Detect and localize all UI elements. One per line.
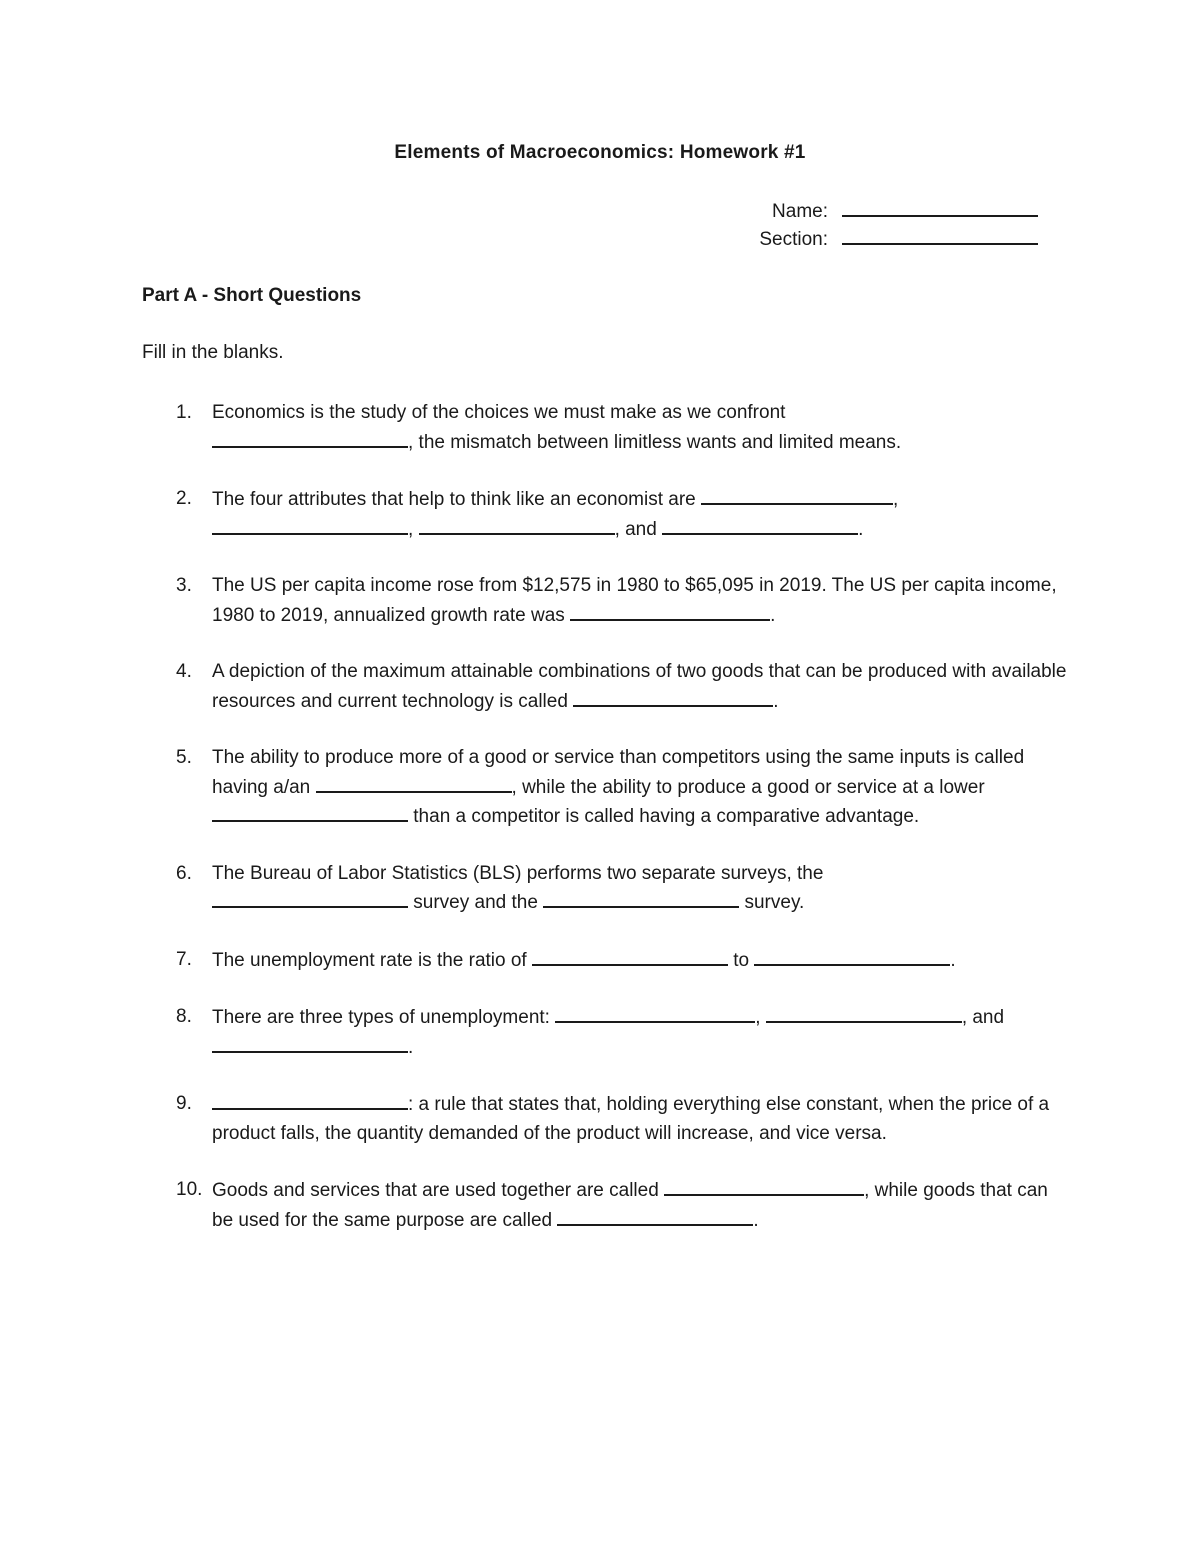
question-6: [142, 860, 1072, 918]
answer-blank[interactable]: [543, 888, 739, 908]
question-number: 8.: [176, 1006, 192, 1027]
question-number: 9.: [176, 1093, 192, 1114]
answer-blank[interactable]: [212, 1090, 408, 1110]
answer-blank[interactable]: [419, 515, 615, 535]
answer-blank[interactable]: [570, 601, 770, 621]
question-text: .: [770, 604, 776, 626]
question-number: 3.: [176, 575, 192, 596]
question-8: [142, 1003, 1072, 1062]
answer-blank[interactable]: [701, 485, 893, 505]
question-text: The Bureau of Labor Statistics (BLS) performs two separate surveys, the: [212, 862, 824, 884]
question-number: 5.: [176, 747, 192, 768]
question-text: .: [950, 949, 956, 971]
question-text: .: [753, 1209, 759, 1231]
instructions: Fill in the blanks.: [142, 342, 284, 363]
question-text: , and: [961, 1007, 1005, 1028]
name-row: [700, 199, 1038, 227]
question-list: [142, 399, 1072, 1263]
question-number: 6.: [176, 862, 192, 884]
question-text: survey and the: [413, 892, 538, 913]
question-text: ,: [755, 1007, 761, 1028]
question-text: A depiction of the maximum attainable combinations of two goods that can be produced with available resources and current technology is called: [212, 661, 1067, 712]
question-text: , while the ability to produce a good or service at a lower: [511, 776, 985, 798]
answer-blank[interactable]: [212, 888, 408, 908]
part-heading: Part A - Short Questions: [142, 285, 362, 306]
question-text: , and: [614, 518, 657, 540]
question-text: The unemployment rate is the ratio of: [212, 949, 527, 971]
name-label: Name:: [772, 201, 828, 222]
question-text: , the mismatch between limitless wants and limited means.: [408, 431, 902, 453]
answer-blank[interactable]: [212, 1033, 408, 1053]
section-blank[interactable]: [842, 227, 1038, 245]
answer-blank[interactable]: [766, 1003, 962, 1023]
question-1: [142, 399, 1072, 457]
question-text: The ability to produce more of a good or service than competitors using the same inputs is called having a/an: [212, 747, 1025, 798]
question-number: 2.: [176, 488, 192, 509]
section-label: Section:: [759, 229, 828, 250]
question-text: , while goods that can be used for the same purpose are called: [212, 1180, 1048, 1231]
name-blank[interactable]: [842, 199, 1038, 217]
answer-blank[interactable]: [212, 802, 408, 822]
question-text: .: [773, 690, 779, 712]
question-3: [142, 572, 1072, 630]
question-2: [142, 485, 1072, 544]
section-row: [700, 227, 1038, 255]
question-text: ,: [893, 489, 899, 510]
question-number: 1.: [176, 402, 192, 423]
question-7: [142, 946, 1072, 976]
student-info: [700, 199, 1038, 255]
question-text: The four attributes that help to think like an economist are: [212, 489, 696, 510]
answer-blank[interactable]: [212, 428, 408, 448]
question-text: to: [733, 949, 750, 971]
answer-blank[interactable]: [555, 1003, 755, 1023]
question-text: The US per capita income rose from $12,575 in 1980 to $65,095 in 2019. The US per capita income, 1980 to 2019, annualized growth rate was: [212, 575, 1057, 626]
question-text: than a competitor is called having a comparative advantage.: [413, 806, 920, 827]
answer-blank[interactable]: [573, 687, 773, 707]
answer-blank[interactable]: [212, 515, 408, 535]
question-4: [142, 658, 1072, 716]
question-text: There are three types of unemployment:: [212, 1007, 550, 1028]
question-5: [142, 744, 1072, 832]
question-text: : a rule that states that, holding everything else constant, when the price of a product falls, the quantity demanded of the product will increase, and vice versa.: [212, 1094, 1050, 1144]
question-text: Economics is the study of the choices we must make as we confront: [212, 402, 786, 423]
question-number: 4.: [176, 661, 192, 682]
answer-blank[interactable]: [662, 515, 858, 535]
answer-blank[interactable]: [316, 773, 512, 793]
answer-blank[interactable]: [754, 946, 950, 966]
question-9: [142, 1090, 1072, 1148]
answer-blank[interactable]: [532, 946, 728, 966]
answer-blank[interactable]: [557, 1206, 753, 1226]
question-text: .: [408, 1036, 414, 1058]
question-10: [142, 1176, 1072, 1235]
answer-blank[interactable]: [664, 1176, 864, 1196]
question-text: Goods and services that are used together are called: [212, 1180, 659, 1201]
document-title: Elements of Macroeconomics: Homework #1: [394, 142, 806, 163]
question-number: 7.: [176, 948, 192, 970]
question-text: survey.: [744, 892, 805, 913]
question-text: .: [858, 518, 864, 540]
question-number: 10.: [176, 1179, 203, 1200]
question-text: ,: [408, 518, 414, 540]
